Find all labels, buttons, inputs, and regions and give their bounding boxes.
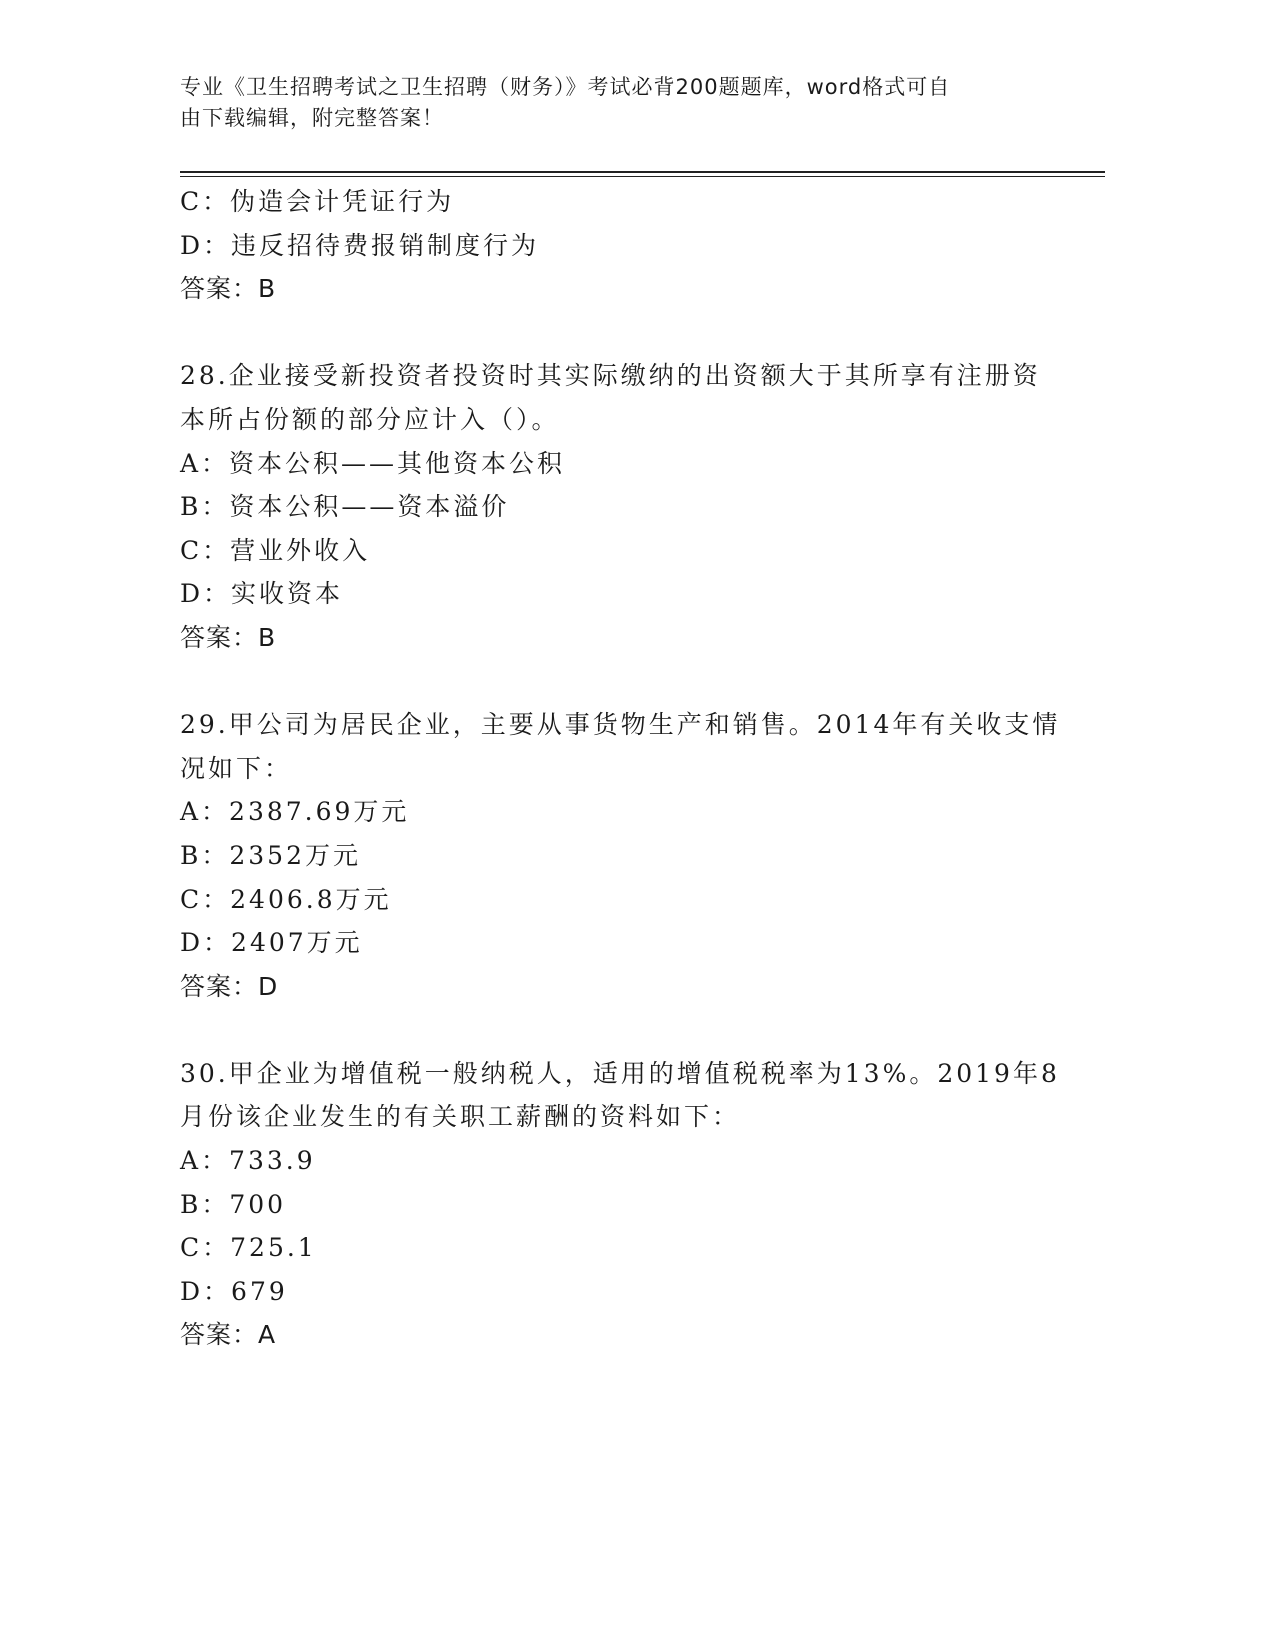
question-29 [180, 703, 1061, 1008]
stem-line: 28.企业接受新投资者投资时其实际缴纳的出资额大于其所享有注册资 [180, 361, 1041, 391]
answer-line: 答案：A [180, 1320, 277, 1350]
header-divider-thick [180, 171, 1105, 173]
question-stem [180, 1052, 1060, 1139]
document-body [180, 180, 1061, 1357]
question-stem [180, 354, 1050, 441]
stem-line: 月份该企业发生的有关职工薪酬的资料如下： [180, 1102, 741, 1132]
option-a: A：2387.69万元 [180, 797, 410, 827]
question-30 [180, 1052, 1060, 1357]
option-b: B：700 [180, 1189, 287, 1219]
option-d: D：违反招待费报销制度行为 [180, 230, 540, 260]
option-b: B：2352万元 [180, 840, 361, 870]
answer-line: 答案：D [180, 971, 279, 1001]
stem-line: 30.甲企业为增值税一般纳税人，适用的增值税税率为13%。2019年8 [180, 1058, 1060, 1088]
option-a: A：资本公积——其他资本公积 [180, 448, 566, 478]
previous-question-tail [180, 180, 1050, 311]
answer-line: 答案：B [180, 274, 277, 304]
header-divider-thin [180, 176, 1105, 177]
option-c: C：营业外收入 [180, 535, 371, 565]
stem-line: 本所占份额的部分应计入（）。 [180, 404, 560, 434]
option-d: D：2407万元 [180, 928, 363, 958]
option-b: B：资本公积——资本溢价 [180, 492, 510, 522]
header-line-1: 专业《卫生招聘考试之卫生招聘（财务）》考试必背200题题库，word格式可自 [180, 75, 951, 99]
stem-line: 况如下： [180, 753, 293, 783]
question-28 [180, 354, 1050, 659]
question-stem [180, 703, 1061, 790]
option-a: A：733.9 [180, 1146, 316, 1176]
answer-line: 答案：B [180, 622, 277, 652]
header-line-2: 由下载编辑，附完整答案！ [180, 106, 444, 130]
document-header [180, 72, 1040, 134]
option-d: D：679 [180, 1276, 288, 1306]
stem-line: 29.甲公司为居民企业，主要从事货物生产和销售。2014年有关收支情 [180, 710, 1061, 740]
option-c: C：2406.8万元 [180, 884, 392, 914]
option-d: D：实收资本 [180, 579, 344, 609]
option-c: C：伪造会计凭证行为 [180, 187, 455, 216]
option-c: C：725.1 [180, 1233, 317, 1263]
